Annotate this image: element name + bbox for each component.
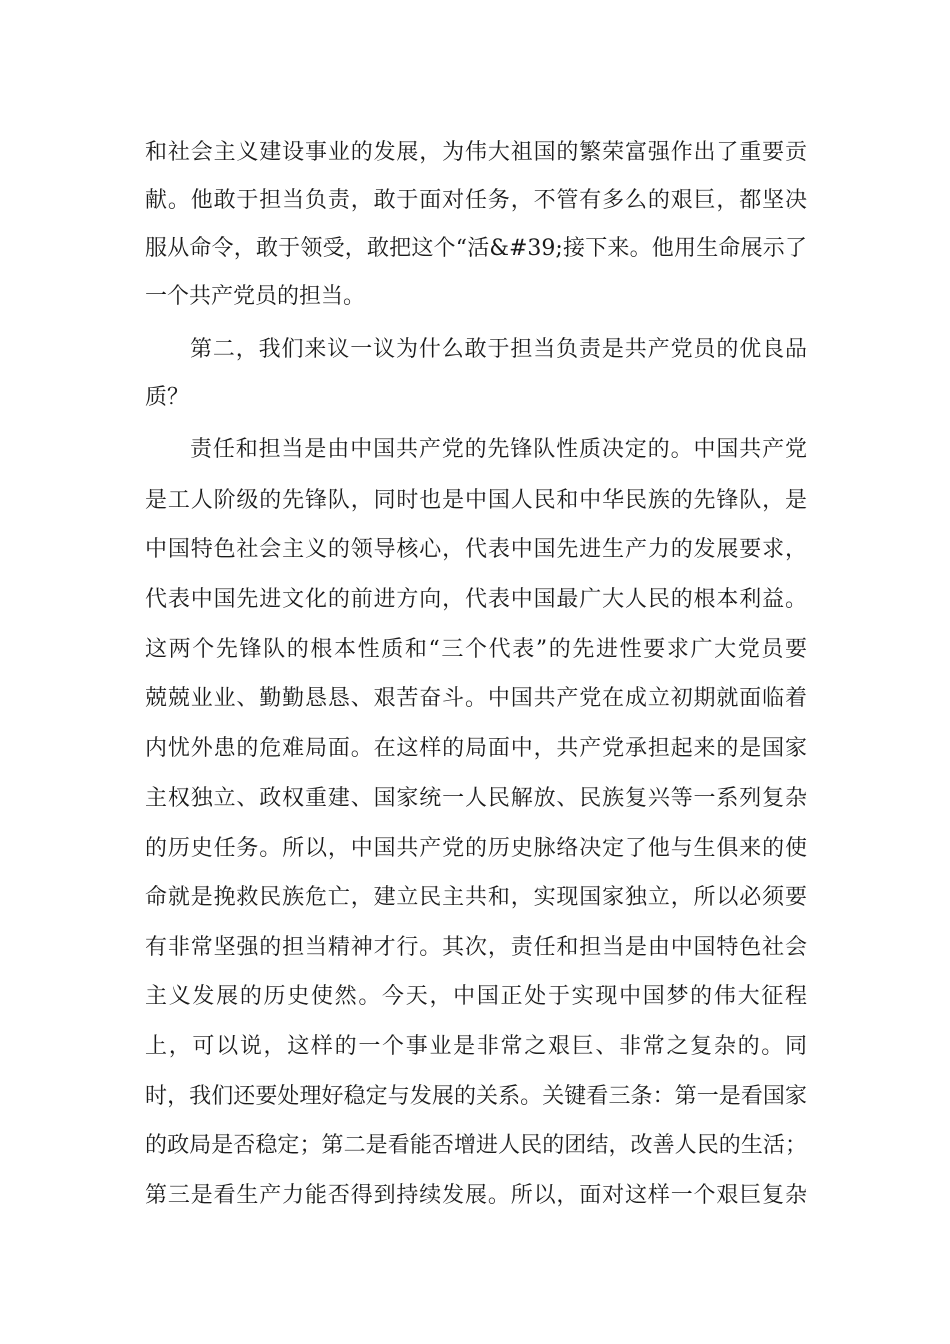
text-line: 和社会主义建设事业的发展，为伟大祖国的繁荣富强作出了重要贡 [145, 140, 807, 165]
text-line: 第三是看生产力能否得到持续发展。所以，面对这样一个艰巨复杂 [145, 1183, 807, 1208]
text-line: 服从命令，敢于领受，敢把这个“活&#39;接下来。他用生命展示了 [145, 236, 807, 261]
text-line: 责任和担当是由中国共产党的先锋队性质决定的。中国共产党 [190, 437, 807, 462]
text-line: 这两个先锋队的根本性质和“三个代表”的先进性要求广大党员要 [145, 637, 807, 662]
section-heading-line: 质？ [145, 385, 190, 410]
text-line: 主权独立、政权重建、国家统一人民解放、民族复兴等一系列复杂 [145, 786, 807, 811]
text-line: 内忧外患的危难局面。在这样的局面中，共产党承担起来的是国家 [145, 736, 807, 761]
text-line: 时，我们还要处理好稳定与发展的关系。关键看三条：第一是看国家 [145, 1084, 807, 1109]
text-line: 命就是挽救民族危亡，建立民主共和，实现国家独立，所以必须要 [145, 885, 807, 910]
text-line: 中国特色社会主义的领导核心，代表中国先进生产力的发展要求， [145, 537, 807, 562]
text-line: 一个共产党员的担当。 [145, 284, 366, 309]
text-line: 主义发展的历史使然。今天，中国正处于实现中国梦的伟大征程 [145, 984, 807, 1009]
text-line: 兢兢业业、勤勤恳恳、艰苦奋斗。中国共产党在成立初期就面临着 [145, 686, 807, 711]
text-line: 是工人阶级的先锋队，同时也是中国人民和中华民族的先锋队，是 [145, 488, 807, 513]
text-line: 献。他敢于担当负责，敢于面对任务，不管有多么的艰巨，都坚决 [145, 188, 807, 213]
text-line: 的政局是否稳定；第二是看能否增进人民的团结，改善人民的生活； [145, 1133, 807, 1158]
text-line: 有非常坚强的担当精神才行。其次，责任和担当是由中国特色社会 [145, 935, 807, 960]
section-heading-line: 第二，我们来议一议为什么敢于担当负责是共产党员的优良品 [190, 337, 807, 362]
text-line: 的历史任务。所以，中国共产党的历史脉络决定了他与生俱来的使 [145, 836, 807, 861]
text-line: 上，可以说，这样的一个事业是非常之艰巨、非常之复杂的。同 [145, 1034, 807, 1059]
text-line: 代表中国先进文化的前进方向，代表中国最广大人民的根本利益。 [145, 587, 807, 612]
